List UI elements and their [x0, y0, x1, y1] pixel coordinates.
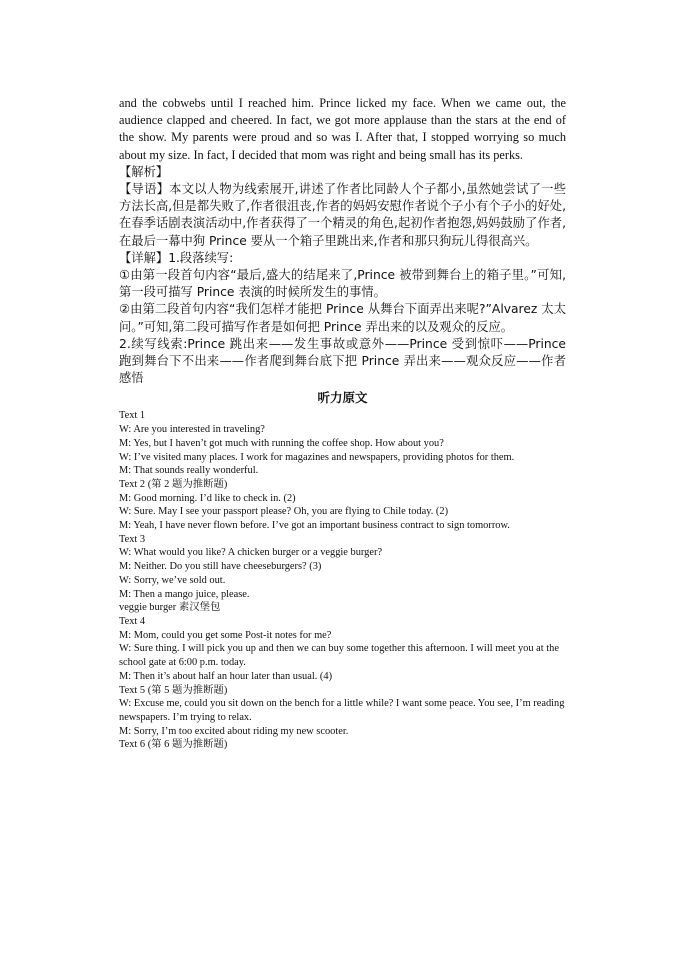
analysis-point-2: ②由第二段首句内容“我们怎样才能把 Prince 从舞台下面弄出来呢?”Alvarez 太太问。”可知,第二段可描写作者是如何把 Prince 弄出来的以及观众的反应。 [119, 302, 566, 334]
page-content [119, 95, 566, 752]
transcript-line: M: Then a mango juice, please. [119, 588, 250, 600]
story-ending-paragraph: and the cobwebs until I reached him. Prince licked my face. When we came out, the audience clapped and cheered. In fact, we got more applause than the stars at the end of the show. My parents were proud and so was I. After that, I stopped worrying so much about my size. In fact, I decided that mom was right and being small has its perks. [119, 96, 566, 162]
transcript-line: M: Sorry, I’m too excited about riding my new scooter. [119, 725, 349, 737]
transcript-line: W: Are you interested in traveling? [119, 424, 265, 436]
transcript-line: W: Excuse me, could you sit down on the bench for a little while? I want some peace. You see, I’m reading newspapers. I’m trying to relax. [119, 698, 565, 723]
transcript-line: M: Yeah, I have never flown before. I’ve got an important business contract to sign tomorrow. [119, 520, 510, 532]
transcript-line: M: Neither. Do you still have cheeseburgers? (3) [119, 561, 322, 573]
transcript-line: Text 2 (第 2 题为推断题) [119, 478, 228, 490]
analysis-clues: 2.续写线索:Prince 跳出来——发生事故或意外——Prince 受到惊吓——Prince 跑到舞台下不出来——作者爬到舞台底下把 Prince 弄出来——观众反应——作者感悟 [119, 336, 566, 386]
analysis-detail-heading: 【详解】1.段落续写: [119, 250, 234, 265]
transcript-line: Text 6 (第 6 题为推断题) [119, 739, 228, 751]
transcript-line: M: Mom, could you get some Post-it notes for me? [119, 629, 332, 641]
transcript-line: M: That sounds really wonderful. [119, 465, 259, 477]
transcript-line: veggie burger 素汉堡包 [119, 602, 221, 614]
listening-title: 听力原文 [317, 390, 368, 406]
transcript-line: W: Sure thing. I will pick you up and then we can buy some together this afternoon. I will meet you at the school gate at 6:00 p.m. today. [119, 643, 559, 669]
transcript-line: W: Sorry, we’ve sold out. [119, 574, 226, 586]
listening-transcript [119, 409, 566, 752]
transcript-line: Text 4 [119, 616, 146, 627]
transcript-line: Text 3 [119, 533, 146, 545]
transcript-line: W: I’ve visited many places. I work for magazines and newspapers, providing photos for them. [119, 451, 515, 463]
analysis-intro: 【导语】本文以人物为线索展开,讲述了作者比同龄人个子都小,虽然她尝试了一些方法长高,但是都失败了,作者很沮丧,作者的妈妈安慰作者说个子小有个子小的好处,在春季话剧表演活动中,作者获得了一个精灵的角色,起初作者抱怨,妈妈鼓励了作者,在最后一幕中狗 Prince 要从一个箱子里跳出来,作者和那只狗玩儿得很高兴。 [119, 182, 566, 248]
transcript-line: M: Then it’s about half an hour later than usual. (4) [119, 670, 333, 682]
transcript-line: M: Yes, but I haven’t got much with running the coffee shop. How about you? [119, 437, 444, 449]
analysis-point-1: ①由第一段首句内容“最后,盛大的结尾来了,Prince 被带到舞台上的箱子里。”可知,第一段可描写 Prince 表演的时候所发生的事情。 [119, 268, 566, 300]
transcript-line: Text 1 [119, 410, 146, 422]
analysis-heading: 【解析】 [119, 164, 169, 179]
transcript-line: Text 5 (第 5 题为推断题) [119, 684, 228, 696]
transcript-line: M: Good morning. I’d like to check in. (2) [119, 492, 296, 504]
transcript-line: W: Sure. May I see your passport please? Oh, you are flying to Chile today. (2) [119, 506, 449, 518]
transcript-line: W: What would you like? A chicken burger or a veggie burger? [119, 547, 383, 559]
